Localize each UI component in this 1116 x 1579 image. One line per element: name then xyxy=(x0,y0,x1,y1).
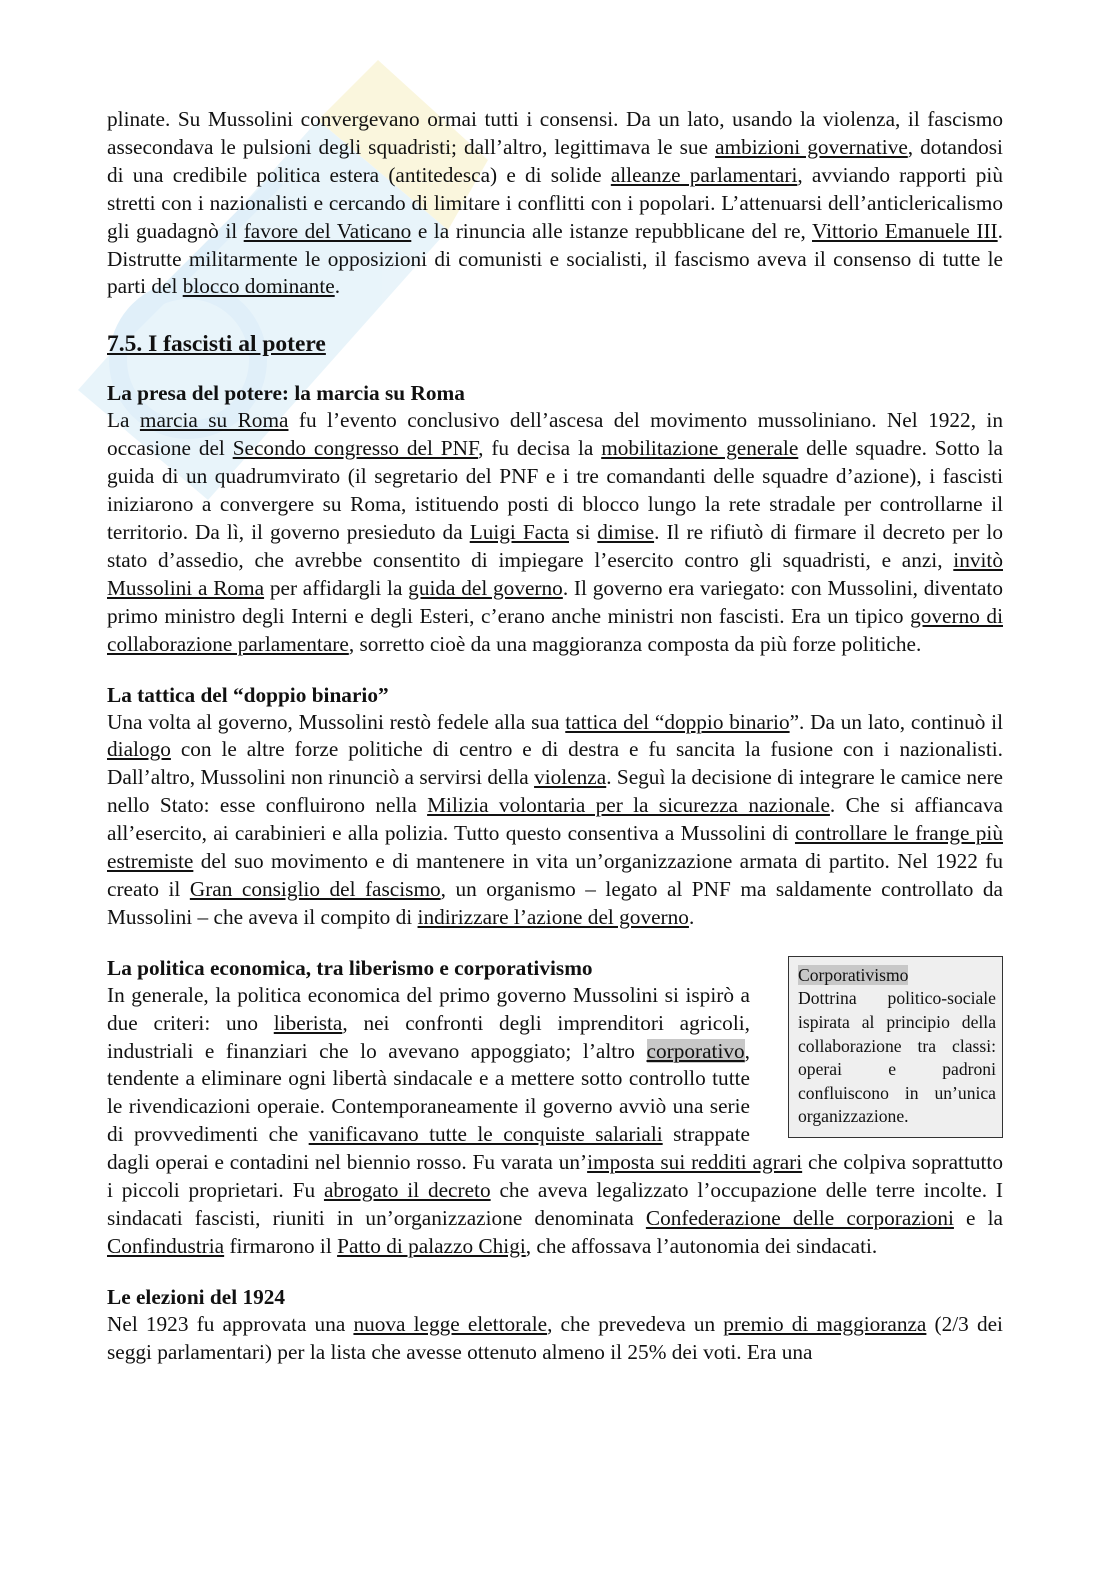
link-abrogato-decreto: abrogato il decreto xyxy=(323,1178,491,1203)
link-confindustria: Confindustria xyxy=(107,1233,225,1258)
heading-elezioni: Le elezioni del 1924 xyxy=(107,1284,286,1309)
definition-box-title: Corporativismo xyxy=(798,964,909,985)
link-violenza: violenza xyxy=(534,765,607,790)
link-blocco-dominante: blocco dominante xyxy=(182,274,335,299)
heading-economia: La politica economica, tra liberismo e corporativismo xyxy=(107,955,593,980)
link-tattica-doppio-binario: tattica del “doppio binario xyxy=(565,709,790,734)
document-page xyxy=(107,106,1003,1367)
link-indirizzare-azione: indirizzare l’azione del governo xyxy=(417,904,689,929)
link-imposta-redditi: imposta sui redditi agrari xyxy=(587,1150,803,1175)
link-dimise: dimise xyxy=(597,519,655,544)
link-vittorio-emanuele: Vittorio Emanuele III xyxy=(812,218,998,243)
link-marcia-su-roma: marcia su Roma xyxy=(139,408,289,433)
link-governo-collaborazione: governo di collaborazione parlamentare xyxy=(107,603,1003,656)
link-invito-mussolini: invitò Mussolini a Roma xyxy=(107,547,1003,600)
section-marcia xyxy=(107,379,1003,658)
definition-box-text: Dottrina politico-sociale ispirata al principio della collaborazione tra classi: operai e padroni confluiscono in un’unica organizzazione. xyxy=(798,988,996,1127)
paragraph-elezioni: Nel 1923 fu approvata una nuova legge elettorale, che prevedeva un premio di maggioranza (2/3 dei seggi parlamentari) per la lista che avesse ottenuto almeno il 25% dei voti. Era una xyxy=(107,1311,1003,1364)
section-economia xyxy=(107,954,1003,1261)
section-binario xyxy=(107,681,1003,932)
link-gran-consiglio: Gran consiglio del fascismo xyxy=(189,876,441,901)
link-luigi-facta: Luigi Facta xyxy=(469,519,569,544)
link-milizia-volontaria: Milizia volontaria per la sicurezza nazionale xyxy=(427,793,830,818)
heading-binario: La tattica del “doppio binario” xyxy=(107,682,389,707)
link-mobilitazione: mobilitazione generale xyxy=(601,436,799,461)
heading-marcia: La presa del potere: la marcia su Roma xyxy=(107,381,465,406)
link-alleanze-parlamentari: alleanze parlamentari xyxy=(610,162,798,187)
paragraph-economia: In generale, la politica economica del primo governo Mussolini si ispirò a due criteri: uno liberista, nei confronti degli imprenditori agricoli, industriali e finanziari che lo avevano appoggiato; l’altro corporativo, tendente a eliminare ogni libertà sindacale e a mettere sotto controllo tutte le rivendicazioni operaie. Contemporaneamente il governo avviò una serie di provvedimenti che vanificavano tutte le conquiste salariali strappate dagli operai e contadini nel biennio rosso. Fu varata un’imposta sui redditi agrari che colpiva soprattutto i piccoli proprietari. Fu abrogato il decreto che aveva legalizzato l’occupazione delle terre incolte. I sindacati fascisti, riuniti in un’organizzazione denominata Confederazione delle corporazioni e la Confindustria firmarono il Patto di palazzo Chigi, che affossava l’autonomia dei sindacati. xyxy=(107,982,1003,1258)
section-title: 7.5. I fascisti al potere xyxy=(107,331,326,358)
intro-paragraph: plinate. Su Mussolini convergevano ormai tutti i consensi. Da un lato, usando la violenza, il fascismo assecondava le pulsioni degli squadristi; dall’altro, legittimava le sue ambizioni governative, dotandosi di una credibile politica estera (antitedesca) e di solide alleanze parlamentari, avviando rapporti più stretti con i nazionalisti e cercando di limitare i conflitti con i popolari. L’attenuarsi dell’anticlericalismo gli guadagnò il favore del Vaticano e la rinuncia alle istanze repubblicane del re, Vittorio Emanuele III. Distrutte militarmente le opposizioni di comunisti e socialisti, il fascismo aveva il consenso di tutte le parti del blocco dominante. xyxy=(107,107,1003,299)
link-ambizioni-governative: ambizioni governative xyxy=(715,134,908,159)
paragraph-marcia: La marcia su Roma fu l’evento conclusivo dell’ascesa del movimento mussoliniano. Nel 1922, in occasione del Secondo congresso del PNF, fu decisa la mobilitazione generale delle squadre. Sotto la guida di un quadrumvirato (il segretario del PNF e i tre comandanti delle squadre d’azione), i fascisti iniziarono a convergere su Roma, istituendo posti di blocco lungo la rete stradale per controllarne il territorio. Da lì, il governo presieduto da Luigi Facta si dimise. Il re rifiutò di firmare il decreto per lo stato d’assedio, che avrebbe consentito di impiegare l’esercito contro gli squadristi, e anzi, invitò Mussolini a Roma per affidargli la guida del governo. Il governo era variegato: con Mussolini, diventato primo ministro degli Interni e degli Esteri, c’erano anche ministri non fascisti. Era un tipico governo di collaborazione parlamentare, sorretto cioè da una maggioranza composta da più forze politiche. xyxy=(107,408,1003,656)
link-liberista: liberista xyxy=(273,1010,343,1035)
link-corporativo: corporativo xyxy=(646,1038,745,1063)
link-patto-palazzo-chigi: Patto di palazzo Chigi xyxy=(337,1233,526,1258)
link-favore-vaticano: favore del Vaticano xyxy=(243,218,412,243)
link-nuova-legge-elettorale: nuova legge elettorale xyxy=(353,1311,548,1336)
link-secondo-congresso: Secondo congresso del PNF xyxy=(232,436,479,461)
link-controllare-frange: controllare le frange più estremiste xyxy=(107,821,1003,874)
link-dialogo: dialogo xyxy=(107,737,171,762)
link-confederazione-corporazioni: Confederazione delle corporazioni xyxy=(645,1206,954,1230)
link-vanificavano-conquiste: vanificavano tutte le conquiste salariali xyxy=(308,1122,663,1147)
definition-box-corporativismo xyxy=(788,956,1003,1138)
paragraph-binario: Una volta al governo, Mussolini restò fedele alla sua tattica del “doppio binario”. Da un lato, continuò il dialogo con le altre forze politiche di centro e di destra e fu sancita la fusione con i nazionalisti. Dall’altro, Mussolini non rinunciò a servirsi della violenza. Seguì la decisione di integrare le camice nere nello Stato: esse confluirono nella Milizia volontaria per la sicurezza nazionale. Che si affiancava all’esercito, ai carabinieri e alla polizia. Tutto questo consentiva a Mussolini di controllare le frange più estremiste del suo movimento e di mantenere in vita un’organizzazione armata di partito. Nel 1922 fu creato il Gran consiglio del fascismo, un organismo – legato al PNF ma saldamente controllato da Mussolini – che aveva il compito di indirizzare l’azione del governo. xyxy=(107,709,1003,929)
section-elezioni xyxy=(107,1283,1003,1367)
link-guida-governo: guida del governo xyxy=(408,575,563,600)
link-premio-maggioranza: premio di maggioranza xyxy=(723,1311,927,1336)
